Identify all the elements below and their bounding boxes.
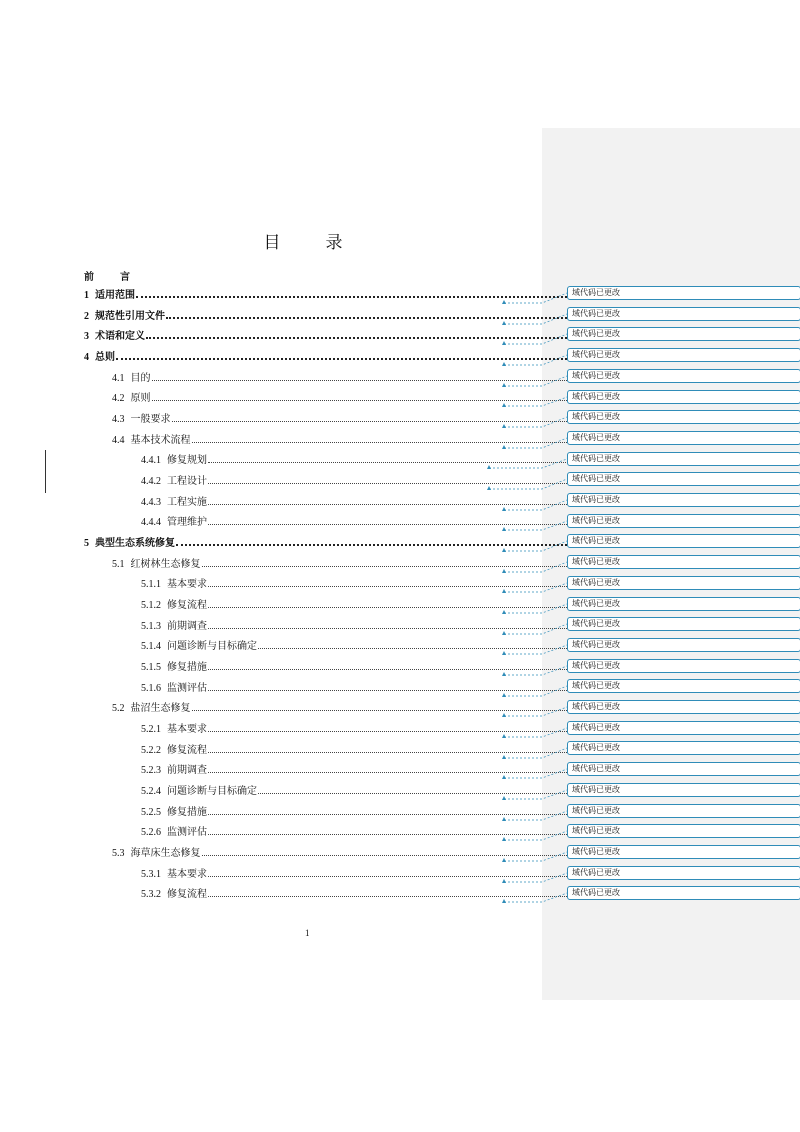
toc-entry-preface[interactable]: 前 言 — [84, 272, 138, 283]
toc-entry-title: 基本要求 — [167, 869, 207, 880]
toc-entry-number: 4.1 — [112, 373, 125, 384]
revision-balloon[interactable]: 域代码已更改 — [567, 741, 800, 755]
toc-entry-title: 工程实施 — [167, 497, 207, 508]
toc-entry-title: 总则 — [95, 352, 115, 363]
toc-entry-title: 适用范围 — [95, 290, 135, 301]
revision-balloon[interactable]: 域代码已更改 — [567, 493, 800, 507]
revision-balloon[interactable]: 域代码已更改 — [567, 866, 800, 880]
toc-entry-title: 规范性引用文件 — [95, 311, 165, 322]
balloon-leader-line — [504, 686, 567, 696]
revision-balloon[interactable]: 域代码已更改 — [567, 348, 800, 362]
toc-entry-number: 5.2.5 — [141, 807, 161, 818]
toc-entry-title: 管理维护 — [167, 517, 207, 528]
balloon-leader-line — [504, 769, 567, 778]
toc-entry-title: 问题诊断与目标确定 — [167, 641, 257, 652]
balloon-leader-line — [504, 831, 567, 840]
revision-anchor-icon — [502, 321, 506, 325]
revision-anchor-icon — [502, 610, 506, 614]
revision-balloon[interactable]: 域代码已更改 — [567, 410, 800, 424]
revision-balloon[interactable]: 域代码已更改 — [567, 824, 800, 838]
toc-entry-title: 目的 — [130, 373, 151, 384]
balloon-leader-line — [489, 479, 567, 489]
toc-entry-number: 5.2.6 — [141, 827, 161, 838]
toc-entry-number: 5.2.2 — [141, 745, 161, 756]
toc-entry-title: 工程设计 — [167, 476, 207, 487]
balloon-leader-line — [504, 334, 567, 344]
balloon-leader-line — [504, 541, 567, 551]
revision-anchor-icon — [502, 672, 506, 676]
balloon-leader-line — [504, 748, 567, 758]
revision-anchor-icon — [502, 424, 506, 428]
balloon-leader-line — [504, 666, 567, 675]
toc-entry-title: 修复规划 — [167, 455, 207, 466]
revision-anchor-icon — [502, 796, 506, 800]
revision-anchor-icon — [502, 879, 506, 883]
balloon-leader-line — [504, 873, 567, 882]
revision-balloon[interactable]: 域代码已更改 — [567, 472, 800, 486]
balloon-leader-line — [504, 293, 567, 303]
balloon-leader-line — [489, 459, 567, 468]
revision-balloon[interactable]: 域代码已更改 — [567, 700, 800, 714]
toc-entry-title: 修复流程 — [167, 600, 207, 611]
revision-balloon[interactable]: 域代码已更改 — [567, 886, 800, 900]
balloon-leader-line — [504, 500, 567, 510]
revision-anchor-icon — [487, 486, 491, 490]
revision-anchor-icon — [502, 341, 506, 345]
revision-anchor-icon — [502, 445, 506, 449]
balloon-leader-line — [504, 417, 567, 427]
revision-balloon[interactable]: 域代码已更改 — [567, 721, 800, 735]
toc-entry-title: 一般要求 — [130, 414, 171, 425]
revision-balloon[interactable]: 域代码已更改 — [567, 597, 800, 611]
toc-entry-title: 基本要求 — [167, 724, 207, 735]
revision-balloon[interactable]: 域代码已更改 — [567, 369, 800, 383]
revision-balloon[interactable]: 域代码已更改 — [567, 679, 800, 693]
balloon-leader-line — [504, 376, 567, 386]
revision-balloon[interactable]: 域代码已更改 — [567, 783, 800, 797]
revision-anchor-icon — [502, 569, 506, 573]
toc-entry-number: 4.4.3 — [141, 497, 161, 508]
toc-entry-title: 基本技术流程 — [130, 435, 191, 446]
toc-entry-number: 5 — [84, 538, 89, 549]
toc-entry-number: 5.2 — [112, 703, 125, 714]
toc-entry-number: 5.1 — [112, 559, 125, 570]
toc-entry-number: 5.3.1 — [141, 869, 161, 880]
toc-entry-title: 基本要求 — [167, 579, 207, 590]
toc-entry-number: 5.3.2 — [141, 889, 161, 900]
toc-entry-number: 4.2 — [112, 393, 125, 404]
revision-anchor-icon — [502, 817, 506, 821]
balloon-leader-line — [504, 790, 567, 799]
revision-balloon[interactable]: 域代码已更改 — [567, 327, 800, 341]
revision-balloon[interactable]: 域代码已更改 — [567, 804, 800, 818]
revision-balloon[interactable]: 域代码已更改 — [567, 286, 800, 300]
toc-entry-title: 修复措施 — [167, 807, 207, 818]
balloon-leader-line — [504, 811, 567, 820]
toc-entry-title: 问题诊断与目标确定 — [167, 786, 257, 797]
toc-entry-number: 5.1.5 — [141, 662, 161, 673]
toc-entry-title: 典型生态系统修复 — [95, 538, 175, 549]
revision-anchor-icon — [502, 837, 506, 841]
balloon-leader-line — [504, 624, 567, 634]
toc-entry-number: 5.1.6 — [141, 683, 161, 694]
revision-balloon[interactable]: 域代码已更改 — [567, 762, 800, 776]
toc-entry-number: 5.3 — [112, 848, 125, 859]
balloon-leader-line — [504, 583, 567, 592]
revision-balloon[interactable]: 域代码已更改 — [567, 845, 800, 859]
toc-entry-title: 海草床生态修复 — [130, 848, 201, 859]
revision-balloon[interactable]: 域代码已更改 — [567, 307, 800, 321]
revision-balloon[interactable]: 域代码已更改 — [567, 555, 800, 569]
revision-anchor-icon — [502, 651, 506, 655]
toc-entry-number: 4 — [84, 352, 89, 363]
balloon-leader-line — [504, 852, 567, 861]
revision-balloon[interactable]: 域代码已更改 — [567, 431, 800, 445]
revision-balloon[interactable]: 域代码已更改 — [567, 638, 800, 652]
toc-entry-number: 5.2.1 — [141, 724, 161, 735]
toc-entry-title: 修复措施 — [167, 662, 207, 673]
toc-entry-title: 前期调查 — [167, 621, 207, 632]
revision-anchor-icon — [502, 507, 506, 511]
balloon-leader-line — [504, 438, 567, 448]
revision-anchor-icon — [502, 713, 506, 717]
toc-entry-number: 5.2.3 — [141, 765, 161, 776]
balloon-leader-line — [504, 562, 567, 572]
revision-anchor-icon — [502, 362, 506, 366]
revision-balloon[interactable]: 域代码已更改 — [567, 617, 800, 631]
toc-entry-number: 5.1.3 — [141, 621, 161, 632]
toc-entry-title: 修复流程 — [167, 889, 207, 900]
revision-anchor-icon — [502, 383, 506, 387]
toc-title: 目 录 — [263, 233, 357, 253]
revision-balloon[interactable]: 域代码已更改 — [567, 390, 800, 404]
revision-anchor-icon — [502, 858, 506, 862]
balloon-leader-line — [504, 707, 567, 716]
toc-entry-number: 1 — [84, 290, 89, 301]
toc-entry-title: 前期调查 — [167, 765, 207, 776]
revision-anchor-icon — [502, 899, 506, 903]
revision-anchor-icon — [502, 548, 506, 552]
toc-entry-number: 3 — [84, 331, 89, 342]
balloon-leader-line — [504, 397, 567, 406]
revision-balloon[interactable]: 域代码已更改 — [567, 514, 800, 528]
page-number: 1 — [305, 928, 310, 938]
revision-anchor-icon — [502, 300, 506, 304]
revision-anchor-icon — [502, 693, 506, 697]
balloon-leader-line — [504, 521, 567, 530]
revision-anchor-icon — [502, 527, 506, 531]
revision-anchor-icon — [502, 734, 506, 738]
balloon-leader-line — [504, 604, 567, 613]
toc-entry-title: 监测评估 — [167, 683, 207, 694]
revision-anchor-icon — [502, 589, 506, 593]
revision-anchor-icon — [502, 755, 506, 759]
balloon-leader-line — [504, 314, 567, 324]
toc-entry-number: 5.1.4 — [141, 641, 161, 652]
toc-entry-title: 监测评估 — [167, 827, 207, 838]
revision-balloon[interactable]: 域代码已更改 — [567, 576, 800, 590]
balloon-leader-line — [504, 728, 567, 737]
revision-anchor-icon — [502, 403, 506, 407]
revision-balloon[interactable]: 域代码已更改 — [567, 452, 800, 466]
revision-anchor-icon — [487, 465, 491, 469]
toc-entry-number: 4.4.1 — [141, 455, 161, 466]
toc-entry-title: 修复流程 — [167, 745, 207, 756]
toc-entry-number: 5.1.1 — [141, 579, 161, 590]
toc-entry-number: 5.1.2 — [141, 600, 161, 611]
balloon-leader-line — [504, 645, 567, 654]
toc-entry-title: 红树林生态修复 — [130, 559, 201, 570]
toc-entry-title: 术语和定义 — [95, 331, 145, 342]
balloon-leader-line — [504, 893, 567, 902]
revision-balloon[interactable]: 域代码已更改 — [567, 534, 800, 548]
toc-entry-title: 原则 — [130, 393, 151, 404]
balloon-leader-line — [504, 355, 567, 365]
toc-entry-number: 4.4.4 — [141, 517, 161, 528]
revision-anchor-icon — [502, 775, 506, 779]
toc-entry-number: 4.4.2 — [141, 476, 161, 487]
toc-entry-number: 4.3 — [112, 414, 125, 425]
toc-entry-number: 4.4 — [112, 435, 125, 446]
toc-entry-title: 盐沼生态修复 — [130, 703, 191, 714]
toc-entry-number: 2 — [84, 311, 89, 322]
revision-anchor-icon — [502, 631, 506, 635]
revision-balloon[interactable]: 域代码已更改 — [567, 659, 800, 673]
toc-entry-number: 5.2.4 — [141, 786, 161, 797]
